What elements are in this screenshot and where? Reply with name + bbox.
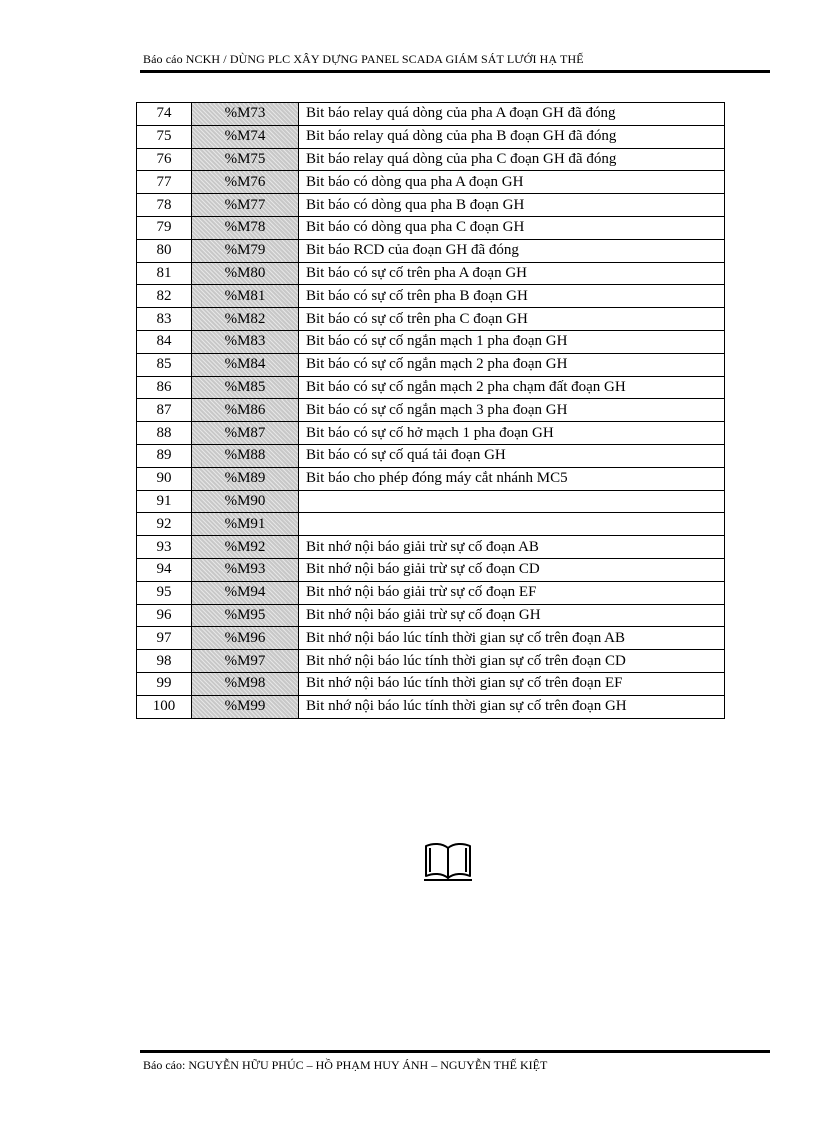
description-cell: Bit báo cho phép đóng máy cắt nhánh MC5: [299, 467, 725, 490]
description-cell: Bit báo relay quá dòng của pha B đoạn GH đã đóng: [299, 125, 725, 148]
row-number-cell: 98: [137, 650, 192, 673]
table-row: [137, 672, 725, 695]
page-footer: Báo cáo: NGUYỄN HỮU PHÚC – HỒ PHẠM HUY ÁNH – NGUYỄN THẾ KIỆT: [143, 1058, 548, 1072]
description-cell: Bit báo có sự cố quá tải đoạn GH: [299, 444, 725, 467]
memory-address-cell: %M80: [192, 262, 299, 285]
row-number-cell: 80: [137, 239, 192, 262]
memory-address-cell: %M83: [192, 330, 299, 353]
row-number-cell: 90: [137, 467, 192, 490]
row-number-cell: 89: [137, 444, 192, 467]
table-row: [137, 467, 725, 490]
table-row: [137, 558, 725, 581]
row-number-cell: 82: [137, 285, 192, 308]
description-cell: [299, 513, 725, 536]
table-row: [137, 148, 725, 171]
description-cell: Bit nhớ nội báo giải trừ sự cố đoạn EF: [299, 581, 725, 604]
memory-address-cell: %M73: [192, 103, 299, 126]
row-number-cell: 95: [137, 581, 192, 604]
memory-address-cell: %M91: [192, 513, 299, 536]
memory-bit-table-container: [136, 102, 725, 719]
description-cell: Bit báo có sự cố trên pha B đoạn GH: [299, 285, 725, 308]
description-cell: Bit báo relay quá dòng của pha C đoạn GH đã đóng: [299, 148, 725, 171]
memory-address-cell: %M85: [192, 376, 299, 399]
row-number-cell: 81: [137, 262, 192, 285]
row-number-cell: 99: [137, 672, 192, 695]
table-row: [137, 604, 725, 627]
memory-address-cell: %M81: [192, 285, 299, 308]
table-row: [137, 627, 725, 650]
memory-address-cell: %M90: [192, 490, 299, 513]
description-cell: Bit báo có dòng qua pha B đoạn GH: [299, 194, 725, 217]
row-number-cell: 93: [137, 536, 192, 559]
description-cell: Bit báo có dòng qua pha C đoạn GH: [299, 216, 725, 239]
row-number-cell: 94: [137, 558, 192, 581]
memory-address-cell: %M98: [192, 672, 299, 695]
memory-address-cell: %M84: [192, 353, 299, 376]
row-number-cell: 79: [137, 216, 192, 239]
description-cell: Bit nhớ nội báo lúc tính thời gian sự cố trên đoạn CD: [299, 650, 725, 673]
row-number-cell: 84: [137, 330, 192, 353]
table-row: [137, 239, 725, 262]
description-cell: Bit nhớ nội báo giải trừ sự cố đoạn AB: [299, 536, 725, 559]
table-row: [137, 216, 725, 239]
table-row: [137, 513, 725, 536]
memory-address-cell: %M97: [192, 650, 299, 673]
table-row: [137, 171, 725, 194]
description-cell: Bit báo có dòng qua pha A đoạn GH: [299, 171, 725, 194]
memory-address-cell: %M78: [192, 216, 299, 239]
description-cell: Bit báo có sự cố trên pha C đoạn GH: [299, 308, 725, 331]
row-number-cell: 100: [137, 695, 192, 718]
table-row: [137, 308, 725, 331]
table-row: [137, 103, 725, 126]
row-number-cell: 77: [137, 171, 192, 194]
memory-address-cell: %M87: [192, 422, 299, 445]
row-number-cell: 96: [137, 604, 192, 627]
description-cell: Bit nhớ nội báo lúc tính thời gian sự cố trên đoạn AB: [299, 627, 725, 650]
row-number-cell: 91: [137, 490, 192, 513]
memory-address-cell: %M96: [192, 627, 299, 650]
memory-address-cell: %M92: [192, 536, 299, 559]
memory-address-cell: %M89: [192, 467, 299, 490]
memory-address-cell: %M88: [192, 444, 299, 467]
row-number-cell: 88: [137, 422, 192, 445]
book-icon: [423, 840, 473, 882]
row-number-cell: 74: [137, 103, 192, 126]
memory-address-cell: %M99: [192, 695, 299, 718]
table-row: [137, 399, 725, 422]
table-body: [137, 103, 725, 719]
memory-address-cell: %M76: [192, 171, 299, 194]
row-number-cell: 83: [137, 308, 192, 331]
memory-bit-table: [136, 102, 725, 719]
table-row: [137, 444, 725, 467]
footer-rule: [140, 1050, 770, 1053]
table-row: [137, 490, 725, 513]
table-row: [137, 536, 725, 559]
row-number-cell: 86: [137, 376, 192, 399]
description-cell: Bit báo có sự cố ngắn mạch 2 pha chạm đất đoạn GH: [299, 376, 725, 399]
description-cell: Bit báo RCD của đoạn GH đã đóng: [299, 239, 725, 262]
description-cell: Bit báo có sự cố hở mạch 1 pha đoạn GH: [299, 422, 725, 445]
description-cell: Bit nhớ nội báo lúc tính thời gian sự cố trên đoạn GH: [299, 695, 725, 718]
table-row: [137, 581, 725, 604]
row-number-cell: 78: [137, 194, 192, 217]
row-number-cell: 75: [137, 125, 192, 148]
memory-address-cell: %M75: [192, 148, 299, 171]
memory-address-cell: %M86: [192, 399, 299, 422]
memory-address-cell: %M95: [192, 604, 299, 627]
description-cell: Bit báo có sự cố trên pha A đoạn GH: [299, 262, 725, 285]
row-number-cell: 92: [137, 513, 192, 536]
table-row: [137, 376, 725, 399]
description-cell: Bit báo có sự cố ngắn mạch 3 pha đoạn GH: [299, 399, 725, 422]
table-row: [137, 695, 725, 718]
memory-address-cell: %M77: [192, 194, 299, 217]
memory-address-cell: %M82: [192, 308, 299, 331]
description-cell: Bit báo relay quá dòng của pha A đoạn GH đã đóng: [299, 103, 725, 126]
row-number-cell: 85: [137, 353, 192, 376]
memory-address-cell: %M93: [192, 558, 299, 581]
row-number-cell: 76: [137, 148, 192, 171]
table-row: [137, 330, 725, 353]
table-row: [137, 262, 725, 285]
page-header: Báo cáo NCKH / DÙNG PLC XÂY DỰNG PANEL SCADA GIÁM SÁT LƯỚI HẠ THẾ: [143, 52, 584, 66]
description-cell: Bit báo có sự cố ngắn mạch 2 pha đoạn GH: [299, 353, 725, 376]
table-row: [137, 422, 725, 445]
description-cell: Bit nhớ nội báo giải trừ sự cố đoạn GH: [299, 604, 725, 627]
description-cell: Bit báo có sự cố ngắn mạch 1 pha đoạn GH: [299, 330, 725, 353]
table-row: [137, 650, 725, 673]
table-row: [137, 353, 725, 376]
memory-address-cell: %M79: [192, 239, 299, 262]
memory-address-cell: %M74: [192, 125, 299, 148]
description-cell: [299, 490, 725, 513]
table-row: [137, 125, 725, 148]
row-number-cell: 87: [137, 399, 192, 422]
description-cell: Bit nhớ nội báo lúc tính thời gian sự cố trên đoạn EF: [299, 672, 725, 695]
row-number-cell: 97: [137, 627, 192, 650]
table-row: [137, 285, 725, 308]
description-cell: Bit nhớ nội báo giải trừ sự cố đoạn CD: [299, 558, 725, 581]
header-rule: [140, 70, 770, 73]
memory-address-cell: %M94: [192, 581, 299, 604]
table-row: [137, 194, 725, 217]
